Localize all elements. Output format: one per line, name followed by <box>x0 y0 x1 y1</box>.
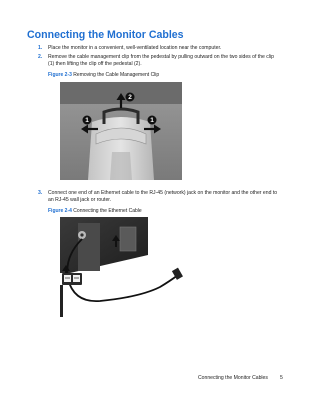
figure-label: Figure 2-4 <box>48 208 72 214</box>
figure-caption <box>48 72 159 78</box>
page-title: Connecting the Monitor Cables <box>27 29 184 41</box>
footer-section-title: Connecting the Monitor Cables <box>198 375 268 381</box>
cable-clip-figure <box>60 82 182 180</box>
callout-right <box>148 116 157 125</box>
step-text: Place the monitor in a convenient, well-ventilated location near the computer. <box>48 45 222 51</box>
step-number: 1. <box>38 45 43 51</box>
page-number: 5 <box>280 375 283 381</box>
svg-text:2: 2 <box>128 94 132 102</box>
svg-text:1: 1 <box>150 117 154 125</box>
callout-left <box>83 116 92 125</box>
figure-caption-text: Removing the Cable Management Clip <box>73 72 160 78</box>
step-text: Connect one end of an Ethernet cable to the RJ-45 (network) jack on the monitor and the other end to an RJ-45 wall jack or router. <box>48 190 278 203</box>
step-text: Remove the cable management clip from the pedestal by pulling outward on the two sides of the clip (1) then lifting the clip off the pedestal (2). <box>48 54 274 67</box>
ethernet-cable-figure <box>60 217 190 317</box>
figure-label: Figure 2-3 <box>48 72 72 78</box>
step-number: 2. <box>38 54 43 60</box>
network-jack-icon <box>62 273 82 285</box>
figure-caption-text: Connecting the Ethernet Cable <box>73 208 142 214</box>
svg-text:1: 1 <box>85 117 89 125</box>
step-number: 3. <box>38 190 43 196</box>
figure-caption <box>48 208 142 214</box>
callout-top <box>126 93 135 102</box>
